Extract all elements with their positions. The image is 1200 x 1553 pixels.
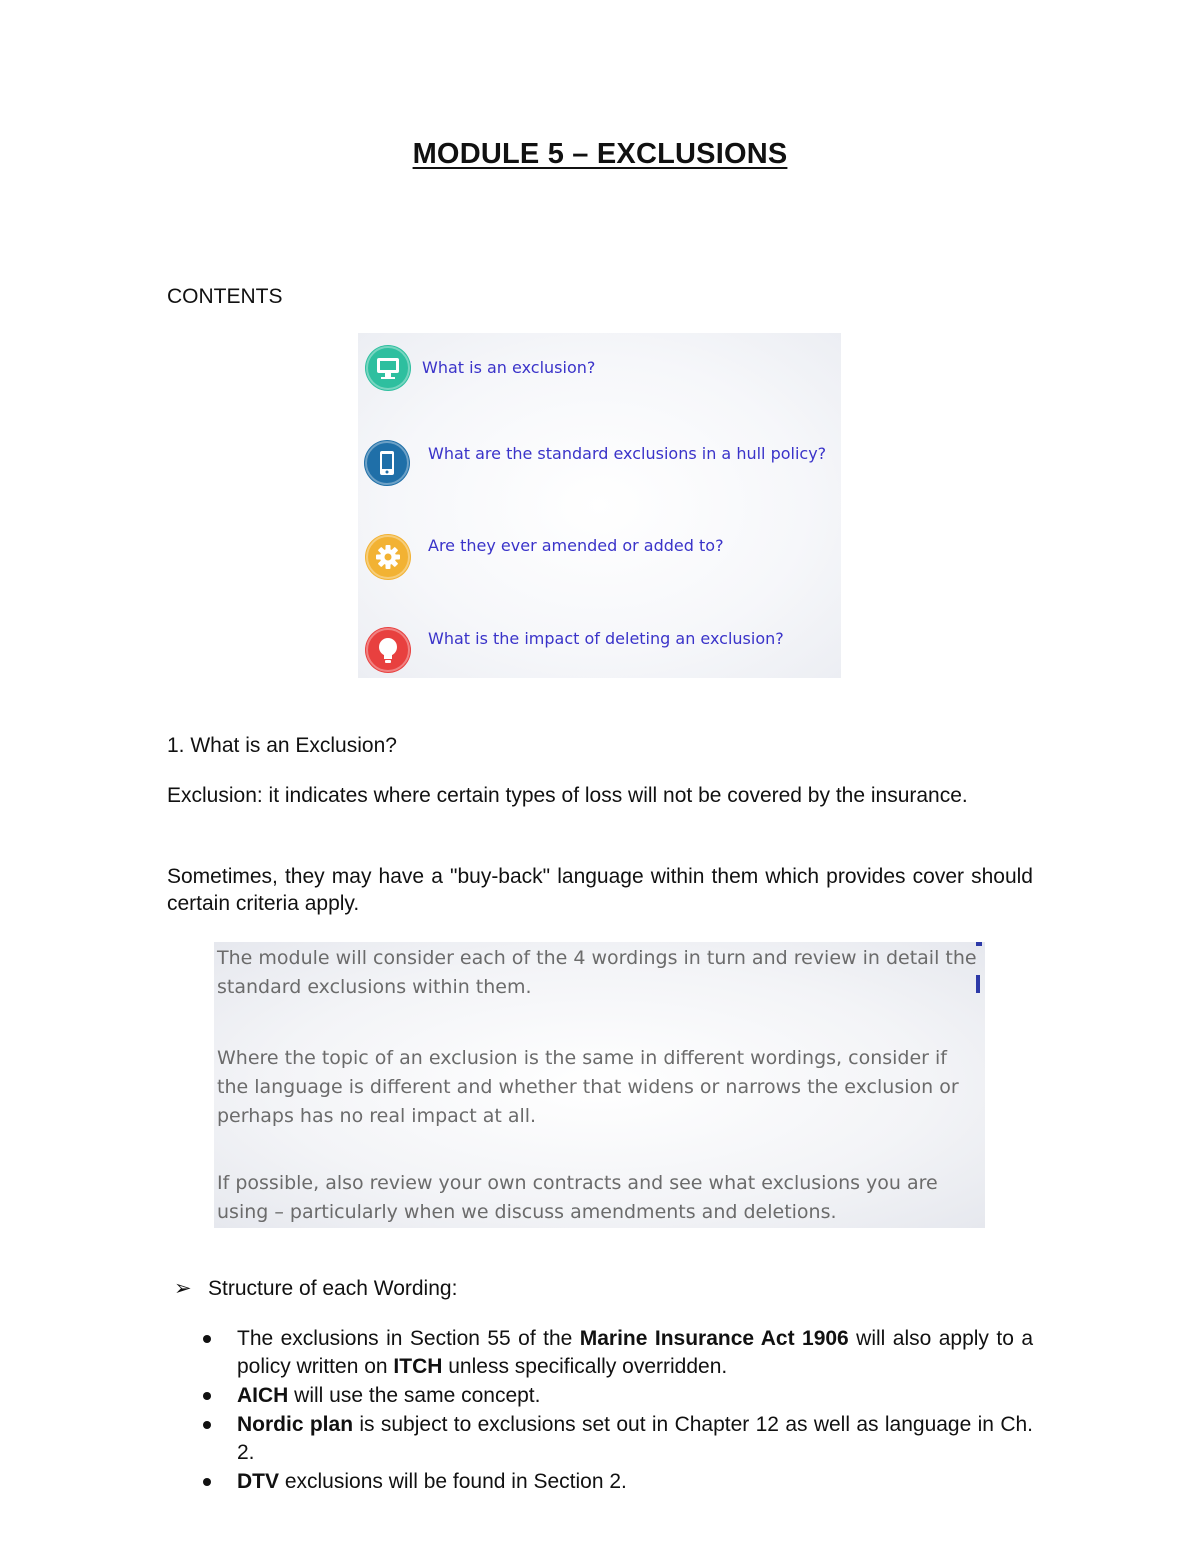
exclusion-definition: Exclusion: it indicates where certain types of loss will not be covered by the insurance. xyxy=(167,784,968,807)
list-item: AICH will use the same concept. xyxy=(199,1382,1033,1410)
lightbulb-icon xyxy=(365,627,411,673)
page-title: MODULE 5 – EXCLUSIONS xyxy=(412,138,788,170)
module-note-paragraph: Where the topic of an exclusion is the same in different wordings, consider if the language is different and whether that widens or narrows the exclusion or perhaps has no real impact at all. xyxy=(217,1047,959,1127)
contents-item-text: Are they ever amended or added to? xyxy=(428,536,724,555)
contents-item-text: What is an exclusion? xyxy=(422,358,596,377)
module-note-paragraph: If possible, also review your own contracts and see what exclusions you are using – particularly when we discuss amendments and deletions. xyxy=(217,1172,938,1223)
edge-mark xyxy=(976,975,980,993)
module-note-paragraph: The module will consider each of the 4 wordings in turn and review in detail the standard exclusions within them. xyxy=(217,947,977,998)
list-item: The exclusions in Section 55 of the Marine Insurance Act 1906 will also apply to a policy written on ITCH unless specifically overridden. xyxy=(199,1325,1033,1381)
contents-item-text: What is the impact of deleting an exclusion? xyxy=(428,629,784,648)
structure-heading xyxy=(174,1276,457,1301)
section-heading: 1. What is an Exclusion? xyxy=(167,734,397,757)
structure-label: Structure of each Wording: xyxy=(208,1277,458,1300)
list-item: Nordic plan is subject to exclusions set out in Chapter 12 as well as language in Ch. 2. xyxy=(199,1411,1033,1467)
mobile-phone-icon xyxy=(364,440,410,486)
buy-back-paragraph: Sometimes, they may have a "buy-back" language within them which provides cover should certain criteria apply. xyxy=(167,865,1033,915)
bullet-dot-icon xyxy=(203,1335,211,1343)
bullet-dot-icon xyxy=(203,1421,211,1429)
arrow-bullet-icon: ➢ xyxy=(174,1277,192,1300)
list-item: DTV exclusions will be found in Section 2. xyxy=(199,1468,1033,1496)
monitor-icon xyxy=(365,345,411,391)
module-note-image xyxy=(214,942,985,1228)
contents-label: CONTENTS xyxy=(167,285,283,308)
contents-item-text: What are the standard exclusions in a hull policy? xyxy=(428,444,827,463)
contents-image xyxy=(358,333,841,678)
bullet-dot-icon xyxy=(203,1478,211,1486)
gear-icon xyxy=(365,534,411,580)
bullet-dot-icon xyxy=(203,1392,211,1400)
wording-list xyxy=(199,1325,1033,1497)
edge-mark xyxy=(976,942,982,946)
